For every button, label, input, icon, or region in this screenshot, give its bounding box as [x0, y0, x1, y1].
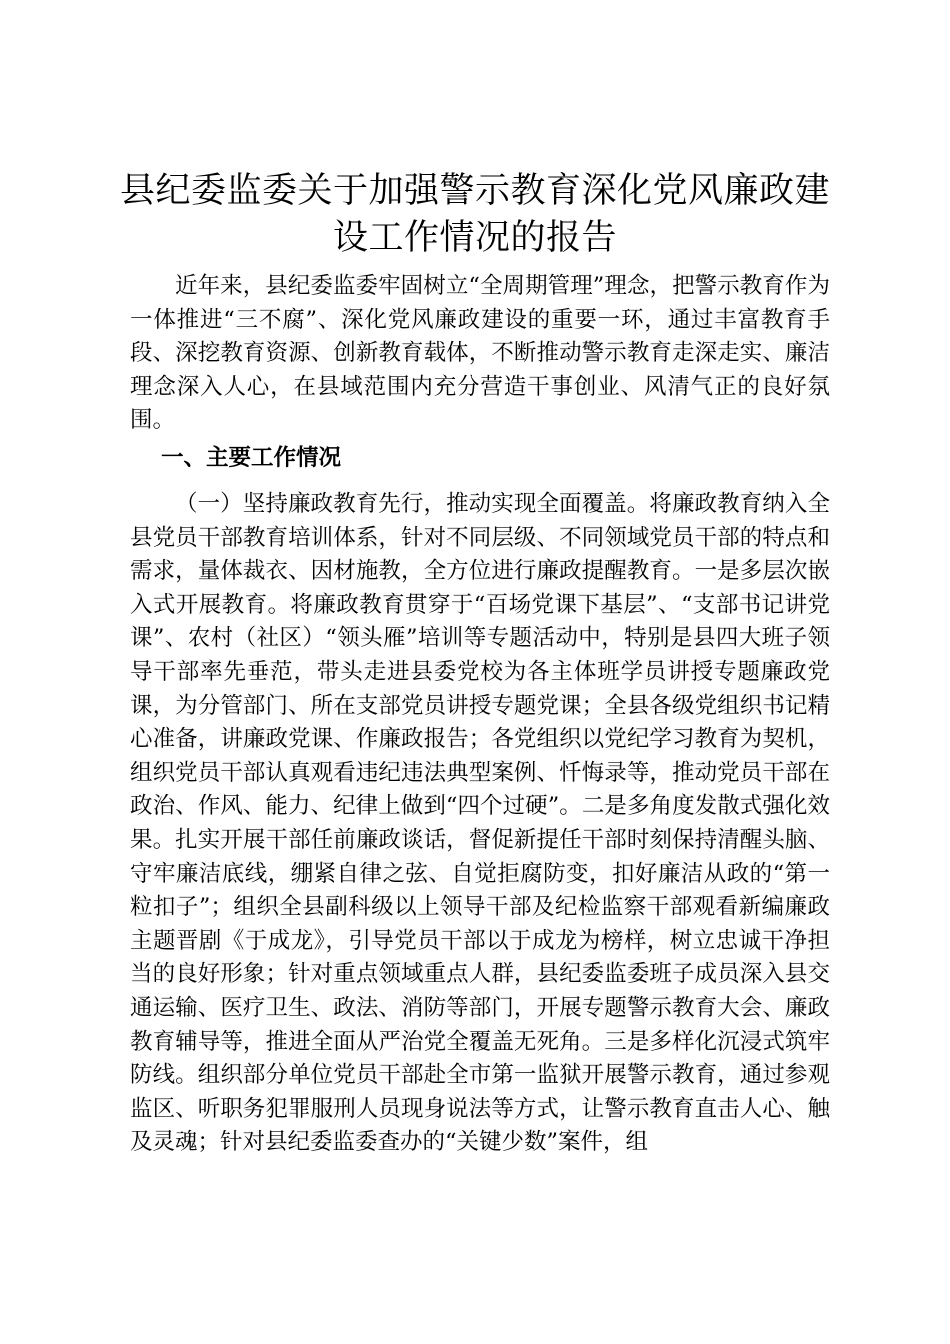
intro-paragraph: 近年来，县纪委监委牢固树立“全周期管理”理念，把警示教育作为一体推进“三不腐”、深化党风廉政建设的重要一环，通过丰富教育手段、深挖教育资源、创新教育载体，不断推动警示教育走深走实、廉洁理念深入人心，在县域范围内充分营造干事创业、风清气正的良好氛围。 — [130, 273, 830, 434]
document-title — [110, 168, 840, 262]
section-heading: 一、主要工作情况 — [161, 445, 342, 471]
title-line-2: 设工作情况的报告 — [332, 218, 617, 258]
title-line-1: 县纪委监委关于加强警示教育深化党风廉政建 — [119, 171, 830, 211]
body-paragraph: （一）坚持廉政教育先行，推动实现全面覆盖。将廉政教育纳入全县党员干部教育培训体系，针对不同层级、不同领域党员干部的特点和需求，量体裁衣、因材施教，全方位进行廉政提醒教育。一是多层次嵌入式开展教育。将廉政教育贯穿于“百场党课下基层”、“支部书记讲党课”、农村（社区）“领头雁”培训等专题活动中，特别是县四大班子领导干部率先垂范，带头走进县委党校为各主体班学员讲授专题廉政党课，为分管部门、所在支部党员讲授专题党课；全县各级党组织书记精心准备，讲廉政党课、作廉政报告；各党组织以党纪学习教育为契机，组织党员干部认真观看违纪违法典型案例、忏悔录等，推动党员干部在政治、作风、能力、纪律上做到“四个过硬”。二是多角度发散式强化效果。扎实开展干部任前廉政谈话，督促新提任干部时刻保持清醒头脑、守牢廉洁底线，绷紧自律之弦、自觉拒腐防变，扣好廉洁从政的“第一粒扣子”；组织全县副科级以上领导干部及纪检监察干部观看新编廉政主题晋剧《于成龙》，引导党员干部以于成龙为榜样，树立忠诚干净担当的良好形象；针对重点领域重点人群，县纪委监委班子成员深入县交通运输、医疗卫生、政法、消防等部门，开展专题警示教育大会、廉政教育辅导等，推进全面从严治党全覆盖无死角。三是多样化沉浸式筑牢防线。组织部分单位党员干部赴全市第一监狱开展警示教育，通过参观监区、听职务犯罪服刑人员现身说法等方式，让警示教育直击人心、触及灵魂；针对县纪委监委查办的“关键少数”案件，组 — [130, 491, 830, 1156]
